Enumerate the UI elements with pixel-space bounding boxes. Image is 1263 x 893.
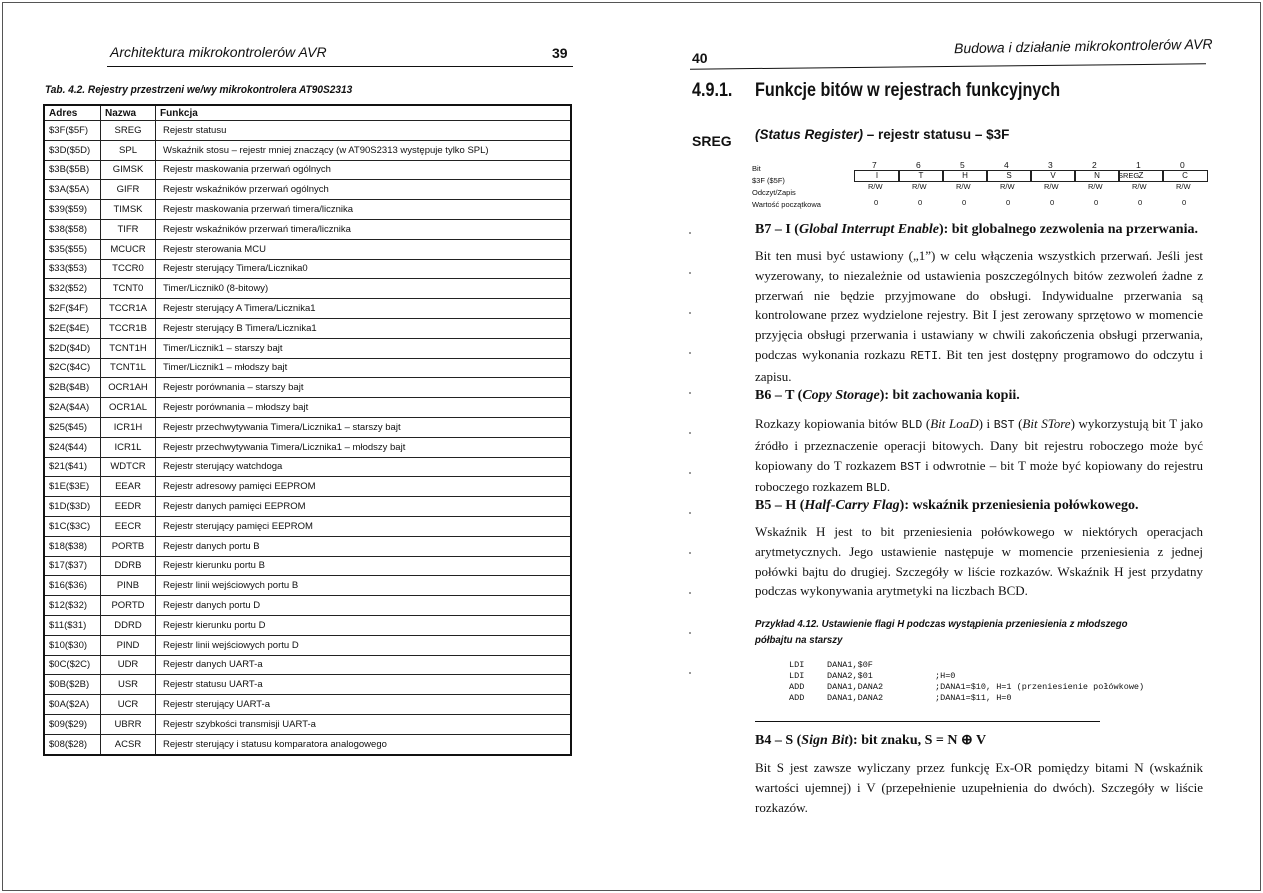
b5-heading <box>755 498 1138 514</box>
table-row <box>44 358 571 378</box>
cell-function: Rejestr danych UART-a <box>156 655 572 675</box>
cell-register-name: WDTCR <box>101 457 156 477</box>
cell-address: $2F($4F) <box>44 299 101 319</box>
cell-address: $17($37) <box>44 556 101 576</box>
code-end-rule <box>755 721 1100 722</box>
table-row <box>44 378 571 398</box>
header-rule <box>107 66 573 67</box>
cell-function: Rejestr danych portu B <box>156 536 572 556</box>
sreg-bit-figure <box>752 156 1192 216</box>
b6-code: BLD <box>901 419 923 432</box>
page-number: 39 <box>552 45 568 61</box>
b7-heading-post: ): bit globalnego zezwolenia na przerwania. <box>938 222 1198 237</box>
bit-initial-value: 0 <box>918 198 923 207</box>
table-row <box>44 457 571 477</box>
margin-mark <box>689 552 691 554</box>
bit-access: R/W <box>912 182 927 191</box>
bit-cell: Z <box>1118 170 1164 182</box>
bit-initial-value: 0 <box>962 198 967 207</box>
table-row <box>44 556 571 576</box>
column-header-function: Funkcja <box>156 105 572 121</box>
row-label-address: $3F ($5F) <box>752 176 785 185</box>
table-row <box>44 180 571 200</box>
b7-paragraph <box>755 246 1203 387</box>
cell-address: $38($58) <box>44 219 101 239</box>
cell-register-name: DDRD <box>101 615 156 635</box>
table-row <box>44 714 571 734</box>
b4-heading <box>755 732 986 749</box>
cell-address: $39($59) <box>44 200 101 220</box>
cell-address: $10($30) <box>44 635 101 655</box>
cell-address: $1E($3E) <box>44 477 101 497</box>
table-row <box>44 576 571 596</box>
b6-italic: Bit STore <box>1022 416 1071 431</box>
cell-address: $0B($2B) <box>44 675 101 695</box>
b6-code: BLD <box>866 482 887 496</box>
code-listing <box>789 660 1144 704</box>
margin-mark <box>689 232 691 234</box>
running-header: Budowa i działanie mikrokontrolerów AVR <box>953 35 1213 57</box>
bit-number: 0 <box>1180 160 1185 170</box>
b4-heading-italic: Sign Bit <box>801 733 849 748</box>
cell-function: Rejestr sterujący i statusu komparatora analogowego <box>156 734 572 754</box>
bit-cell: N <box>1074 170 1120 182</box>
cell-function: Rejestr statusu <box>156 121 572 141</box>
table-header-row <box>44 105 571 121</box>
cell-function: Rejestr przechwytywania Timera/Licznika1 – młodszy bajt <box>156 437 572 457</box>
cell-address: $09($29) <box>44 714 101 734</box>
b4-heading-post: ): bit znaku, S = N ⊕ V <box>848 733 987 748</box>
cell-address: $3D($5D) <box>44 140 101 160</box>
cell-register-name: UCR <box>101 695 156 715</box>
cell-address: $2D($4D) <box>44 338 101 358</box>
bit-number: 3 <box>1048 160 1053 170</box>
bit-initial-value: 0 <box>1050 198 1055 207</box>
cell-function: Timer/Licznik1 – młodszy bajt <box>156 358 572 378</box>
table-row <box>44 635 571 655</box>
bit-number: 4 <box>1004 160 1009 170</box>
code-args: DANA1,DANA2 <box>827 693 884 703</box>
page-number: 40 <box>692 50 708 66</box>
sreg-description <box>755 127 1009 142</box>
section-title: Funkcje bitów w rejestrach funkcyjnych <box>755 80 1061 101</box>
table-row <box>44 477 571 497</box>
table-row <box>44 437 571 457</box>
cell-register-name: DDRB <box>101 556 156 576</box>
cell-address: $12($32) <box>44 596 101 616</box>
b6-text: ( <box>922 416 931 431</box>
cell-function: Rejestr linii wejściowych portu D <box>156 635 572 655</box>
cell-function: Rejestr wskaźników przerwań timera/licznika <box>156 219 572 239</box>
cell-register-name: SPL <box>101 140 156 160</box>
cell-function: Rejestr porównania – młodszy bajt <box>156 398 572 418</box>
column-header-name: Nazwa <box>101 105 156 121</box>
cell-register-name: PORTB <box>101 536 156 556</box>
table-row <box>44 121 571 141</box>
table-row <box>44 655 571 675</box>
margin-mark <box>689 512 691 514</box>
cell-address: $2B($4B) <box>44 378 101 398</box>
b5-heading-post: ): wskaźnik przeniesienia połówkowego. <box>899 498 1139 513</box>
bit-initial-value: 0 <box>1138 198 1143 207</box>
cell-function: Rejestr danych portu D <box>156 596 572 616</box>
b7-heading-pre: B7 – I ( <box>755 222 799 237</box>
cell-register-name: TCNT0 <box>101 279 156 299</box>
cell-register-name: EEDR <box>101 497 156 517</box>
table-row <box>44 219 571 239</box>
b7-text-2: . Bit ten jest dostępny programowo do odczytu i zapisu. <box>755 346 1203 384</box>
b6-heading-post: ): bit zachowania kopii. <box>879 388 1020 403</box>
table-row <box>44 279 571 299</box>
cell-register-name: UDR <box>101 655 156 675</box>
bit-initial-value: 0 <box>1094 198 1099 207</box>
cell-function: Rejestr przechwytywania Timera/Licznika1 – starszy bajt <box>156 417 572 437</box>
cell-function: Rejestr maskowania przerwań ogólnych <box>156 160 572 180</box>
cell-function: Wskaźnik stosu – rejestr mniej znaczący (w AT90S2313 występuje tylko SPL) <box>156 140 572 160</box>
b6-italic: Bit LoaD <box>930 416 979 431</box>
table-row <box>44 695 571 715</box>
cell-function: Rejestr wskaźników przerwań ogólnych <box>156 180 572 200</box>
bit-initial-value: 0 <box>874 198 879 207</box>
bit-initial-value: 0 <box>1182 198 1187 207</box>
cell-register-name: EECR <box>101 516 156 536</box>
b5-heading-pre: B5 – H ( <box>755 498 805 513</box>
b6-text: ( <box>1014 416 1023 431</box>
margin-mark <box>689 312 691 314</box>
b6-text: Rozkazy kopiowania bitów <box>755 416 902 431</box>
b6-paragraph <box>755 414 1203 499</box>
code-op: LDI <box>789 671 805 681</box>
cell-register-name: TCCR1B <box>101 318 156 338</box>
table-body <box>44 121 571 755</box>
cell-register-name: MCUCR <box>101 239 156 259</box>
b5-paragraph: Wskaźnik H jest to bit przeniesienia połówkowego w niektórych operacjach arytmetycznych. Jego ustawienie następuje w momencie przeniesienia z jednej połówki bajtu do drugiej. Szczegóły w liście rozkazów. Wskaźnik H jest przydatny podczas wykonywania arytmetyki na liczbach BCD. <box>755 524 1203 599</box>
cell-address: $0C($2C) <box>44 655 101 675</box>
cell-address: $32($52) <box>44 279 101 299</box>
cell-function: Rejestr kierunku portu D <box>156 615 572 635</box>
cell-address: $08($28) <box>44 734 101 754</box>
table-row <box>44 259 571 279</box>
code-args: DANA1,$0F <box>827 660 873 670</box>
margin-mark <box>689 432 691 434</box>
row-label-access: Odczyt/Zapis <box>752 188 796 197</box>
cell-address: $3A($5A) <box>44 180 101 200</box>
b6-text: i odwrotnie – bit T może być kopiowany do rejestru roboczego rozkazem <box>755 457 1203 495</box>
margin-label-sreg: SREG <box>692 133 732 149</box>
code-op: ADD <box>789 693 805 703</box>
table-row <box>44 734 571 754</box>
code-line <box>789 660 1144 671</box>
table-row <box>44 200 571 220</box>
code-comment: ;DANA1=$10, H=1 (przeniesienie połówkowe) <box>935 682 1145 692</box>
bit-access: R/W <box>868 182 883 191</box>
cell-register-name: OCR1AH <box>101 378 156 398</box>
cell-address: $2C($4C) <box>44 358 101 378</box>
cell-register-name: EEAR <box>101 477 156 497</box>
bit-initial-value: 0 <box>1006 198 1011 207</box>
code-line <box>789 682 1144 693</box>
cell-address: $3B($5B) <box>44 160 101 180</box>
column-header-address: Adres <box>44 105 101 121</box>
bit-cell: C <box>1162 170 1208 182</box>
bit-number: 5 <box>960 160 965 170</box>
cell-register-name: ICR1L <box>101 437 156 457</box>
bit-cell: H <box>942 170 988 182</box>
b7-heading <box>755 222 1198 238</box>
b4-heading-pre: B4 – S ( <box>755 733 802 748</box>
b6-text: ) i <box>978 416 994 431</box>
bit-access: R/W <box>1044 182 1059 191</box>
bit-access: R/W <box>1176 182 1191 191</box>
b6-text: . <box>886 479 891 495</box>
margin-mark <box>689 592 691 594</box>
cell-function: Timer/Licznik1 – starszy bajt <box>156 338 572 358</box>
table-row <box>44 299 571 319</box>
code-line <box>789 671 1144 682</box>
b6-text: ) wykorzystują bit T jako źródło i przeznaczenie operacji bitowych. Dany bit rejestru roboczego może być kopiowany do T rozkazem <box>755 416 1203 473</box>
table-caption: Tab. 4.2. Rejestry przestrzeni we/wy mikrokontrolera AT90S2313 <box>45 84 353 96</box>
b6-code: BST <box>900 460 921 474</box>
code-args: DANA2,$01 <box>827 671 873 681</box>
io-register-table <box>43 104 572 756</box>
cell-address: $0A($2A) <box>44 695 101 715</box>
cell-register-name: ICR1H <box>101 417 156 437</box>
cell-function: Rejestr sterujący watchdoga <box>156 457 572 477</box>
code-comment: ;DANA1=$11, H=0 <box>935 693 1012 703</box>
cell-function: Timer/Licznik0 (8-bitowy) <box>156 279 572 299</box>
cell-register-name: TCNT1H <box>101 338 156 358</box>
example-caption: Przykład 4.12. Ustawienie flagi H podczas wystąpienia przeniesienia z młodszego półbajtu na starszy <box>755 618 1128 646</box>
bit-number: 6 <box>916 160 921 170</box>
b7-text-1: Bit ten musi być ustawiony („1”) w celu włączenia wszystkich przerwań. Jeśli jest wyzerowany, to niezależnie od ustawienia poszczególnych bitów zezwoleń żadne z przerwań nie będzie przyjmowane do obsługi. Indywidualne przerwania są kontrolowane przez wydzielone rejestry. Bit I jest zerowany sprzętowo w momencie przyjęcia obsługi przerwania i ustawiany w chwili zakończenia obsługi przerwania, podczas wykonania rozkazu <box>755 248 1203 362</box>
sreg-desc-rest: – rejestr statusu – $3F <box>863 127 1010 142</box>
cell-address: $18($38) <box>44 536 101 556</box>
cell-address: $1C($3C) <box>44 516 101 536</box>
bit-number: 1 <box>1136 160 1141 170</box>
cell-register-name: TCCR0 <box>101 259 156 279</box>
table-row <box>44 417 571 437</box>
cell-address: $11($31) <box>44 615 101 635</box>
bit-cell: V <box>1030 170 1076 182</box>
cell-register-name: TIMSK <box>101 200 156 220</box>
table-row <box>44 318 571 338</box>
table-row <box>44 675 571 695</box>
right-page <box>632 0 1263 893</box>
section-number: 4.9.1. <box>692 80 733 101</box>
cell-register-name: PINB <box>101 576 156 596</box>
table-row <box>44 239 571 259</box>
bit-cell: T <box>898 170 944 182</box>
table-row <box>44 615 571 635</box>
table-row <box>44 596 571 616</box>
b4-paragraph: Bit S jest zawsze wyliczany przez funkcję Ex-OR pomiędzy bitami N (wskaźnik wartości ujemnej) i V (przepełnienie uzupełnienia do dwóch). Szczegóły w liście rozkazów. <box>755 760 1203 815</box>
cell-register-name: ACSR <box>101 734 156 754</box>
cell-register-name: PORTD <box>101 596 156 616</box>
cell-address: $35($55) <box>44 239 101 259</box>
cell-address: $24($44) <box>44 437 101 457</box>
cell-function: Rejestr kierunku portu B <box>156 556 572 576</box>
bit-number: 2 <box>1092 160 1097 170</box>
table-row <box>44 140 571 160</box>
cell-function: Rejestr sterujący Timera/Licznika0 <box>156 259 572 279</box>
bit-access: R/W <box>1088 182 1103 191</box>
row-label-bit: Bit <box>752 164 761 173</box>
cell-function: Rejestr sterujący A Timera/Licznika1 <box>156 299 572 319</box>
code-line <box>789 693 1144 704</box>
table-row <box>44 536 571 556</box>
code-op: LDI <box>789 660 805 670</box>
cell-function: Rejestr maskowania przerwań timera/licznika <box>156 200 572 220</box>
cell-register-name: TIFR <box>101 219 156 239</box>
cell-function: Rejestr porównania – starszy bajt <box>156 378 572 398</box>
cell-function: Rejestr sterujący B Timera/Licznika1 <box>156 318 572 338</box>
cell-address: $25($45) <box>44 417 101 437</box>
cell-register-name: OCR1AL <box>101 398 156 418</box>
register-name: SREG <box>1118 171 1140 180</box>
b7-heading-italic: Global Interrupt Enable <box>798 222 939 237</box>
code-args: DANA1,DANA2 <box>827 682 884 692</box>
b5-heading-italic: Half-Carry Flag <box>804 498 900 513</box>
cell-function: Rejestr linii wejściowych portu B <box>156 576 572 596</box>
table-row <box>44 497 571 517</box>
b6-code: BST <box>993 419 1015 432</box>
cell-function: Rejestr sterujący UART-a <box>156 695 572 715</box>
table-row <box>44 338 571 358</box>
cell-register-name: GIMSK <box>101 160 156 180</box>
cell-address: $3F($5F) <box>44 121 101 141</box>
row-label-initial: Wartość początkowa <box>752 200 821 209</box>
cell-function: Rejestr sterowania MCU <box>156 239 572 259</box>
margin-mark <box>689 352 691 354</box>
margin-mark <box>689 392 691 394</box>
cell-address: $21($41) <box>44 457 101 477</box>
table-row <box>44 516 571 536</box>
bit-access: R/W <box>956 182 971 191</box>
cell-function: Rejestr szybkości transmisji UART-a <box>156 714 572 734</box>
bit-access: R/W <box>1000 182 1015 191</box>
table-row <box>44 160 571 180</box>
cell-address: $2E($4E) <box>44 318 101 338</box>
margin-mark <box>689 272 691 274</box>
margin-mark <box>689 472 691 474</box>
cell-register-name: TCNT1L <box>101 358 156 378</box>
cell-function: Rejestr sterujący pamięci EEPROM <box>156 516 572 536</box>
sreg-desc-italic: (Status Register) <box>755 127 864 142</box>
code-comment: ;H=0 <box>935 671 956 681</box>
b6-heading <box>755 388 1020 404</box>
bit-cell: I <box>854 170 900 182</box>
running-header: Architektura mikrokontrolerów AVR <box>110 44 327 60</box>
cell-function: Rejestr statusu UART-a <box>156 675 572 695</box>
b6-heading-pre: B6 – T ( <box>755 388 803 403</box>
b6-heading-italic: Copy Storage <box>802 388 880 403</box>
bit-number: 7 <box>872 160 877 170</box>
table-row <box>44 398 571 418</box>
margin-mark <box>689 632 691 634</box>
cell-register-name: UBRR <box>101 714 156 734</box>
cell-register-name: GIFR <box>101 180 156 200</box>
bit-access: R/W <box>1132 182 1147 191</box>
cell-address: $2A($4A) <box>44 398 101 418</box>
bit-cell: S <box>986 170 1032 182</box>
code-op: ADD <box>789 682 805 692</box>
cell-address: $16($36) <box>44 576 101 596</box>
cell-address: $1D($3D) <box>44 497 101 517</box>
b7-code-reti: RETI <box>910 349 938 363</box>
cell-address: $33($53) <box>44 259 101 279</box>
cell-register-name: USR <box>101 675 156 695</box>
cell-function: Rejestr danych pamięci EEPROM <box>156 497 572 517</box>
binding-hole-marks <box>689 232 695 712</box>
cell-register-name: SREG <box>101 121 156 141</box>
margin-mark <box>689 672 691 674</box>
cell-function: Rejestr adresowy pamięci EEPROM <box>156 477 572 497</box>
cell-register-name: PIND <box>101 635 156 655</box>
cell-register-name: TCCR1A <box>101 299 156 319</box>
